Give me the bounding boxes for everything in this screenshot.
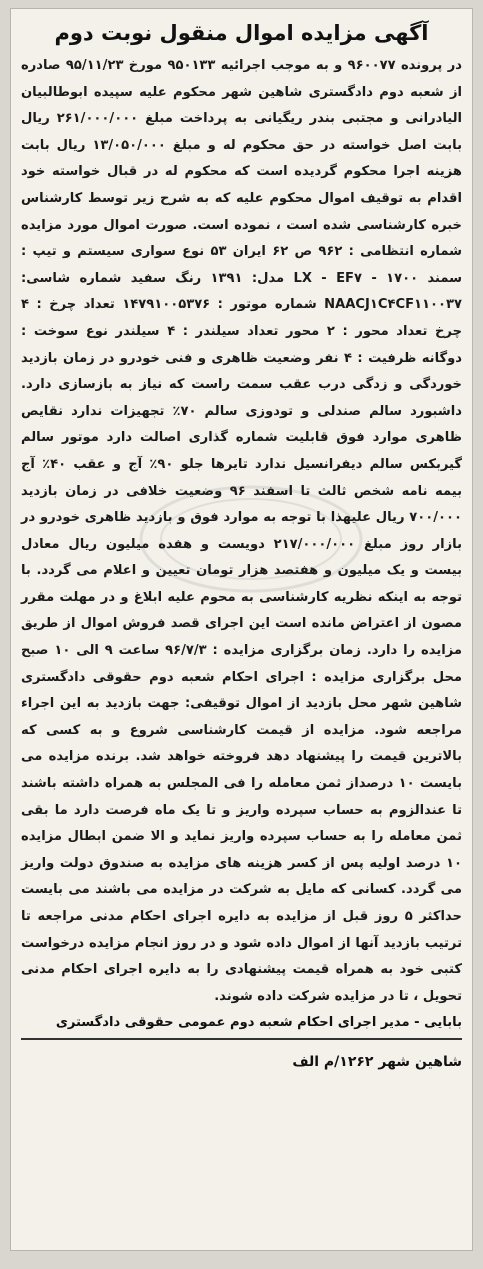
- notice-paragraph: در پرونده ۹۶۰۰۷۷ و به موجب اجرائیه ۹۵۰۱۳۳ مورخ ۹۵/۱۱/۲۳ صادره از شعبه دوم دادگستری شاهین شهر محکوم علیه سپیده ابوطالبیان الیادرانی و مجتبی بندر ریگیانی به پرداخت مبلغ ۲۶۱/۰۰۰/۰۰۰ ریال بابت اصل خواسته در حق محکوم له و مبلغ ۱۳/۰۵۰/۰۰۰ ریال بابت هزینه اجرا محکوم گردیده است که محکوم له در قبال خواسته خود اقدام به توقیف اموال محکوم علیه که به شرح زیر توسط کارشناس خبره کارشناسی شده است ، نموده است. صورت اموال مورد مزایده شماره انتظامی : ۹۶۲ ص ۶۲ ایران ۵۳ نوع سواری سیستم و تیپ : سمند LX - EF۷ - ۱۷۰۰ مدل: ۱۳۹۱ رنگ سفید شماره شاسی: NAACJ۱C۴CF۱۱۰۰۳۷ شماره موتور : ۱۴۷۹۱۰۰۵۳۷۶ تعداد چرخ : ۴ چرخ تعداد محور : ۲ محور تعداد سیلندر : ۴ سیلندر نوع سوخت : دوگانه ظرفیت : ۴ نفر وضعیت ظاهری و فنی خودرو در زمان بازدید خوردگی و زدگی درب عقب سمت راست که نیاز به بازسازی دارد. داشبورد سالم صندلی و تودوزی سالم ۷۰٪ تجهیزات ندارد نقایص ظاهری موارد فوق قابلیت شماره گذاری اصالت دارد موتور سالم گیربکس سالم دیفرانسیل ندارد تایرها جلو ۹۰٪ آج و عقب ۴۰٪ آج بیمه نامه شخص ثالث تا اسفند ۹۶ وضعیت خلافی در زمان بازدید ۷۰۰/۰۰۰ ریال علیهذا با توجه به موارد فوق و بازدید ظاهری خودرو در بازار روز مبلغ ۲۱۷/۰۰۰/۰۰۰ دویست و هفده میلیون ریال معادل بیست و یک میلیون و هفتصد هزار تومان تعیین و اعلام می گردد. با توجه به اینکه نظریه کارشناسی به محوم علیه ابلاغ و در مهلت مقرر مصون از اعتراض مانده است این اجرای قصد فروش اموال از طریق مزایده را دارد. زمان برگزاری مزایده : ۹۶/۷/۳ ساعت ۹ الی ۱۰ صبح محل برگزاری مزایده : اجرای احکام شعبه دوم حقوقی دادگستری شاهین شهر محل بازدید از اموال توقیفی: جهت بازدید به این اجراء مراجعه شود. مزایده از قیمت کارشناسی شروع و به کسی که بالاترین قیمت را پیشنهاد دهد فروخته خواهد شد. برنده مزایده می بایست ۱۰ درصداز ثمن معامله را فی المجلس به همراه داشته باشند تا عندالزوم به حساب سپرده واریز و تا یک ماه فرصت دارد ما بقی ثمن معامله را به حساب سپرده واریز نماید و الا ضمن ابطال مزایده ۱۰ درصد اولیه پس از کسر هزینه های مزایده به صندوق دولت واریز می گردد. کسانی که مایل به شرکت در مزایده می باشند می بایست حداکثر ۵ روز قبل از مزایده به دایره اجرای احکام مدنی مراجعه تا ترتیب بازدید آنها از اموال داده شود و در روز انجام مزایده درخواست کتبی خود به همراه قیمت پیشنهادی را به دایره اجرای احکام مدنی تحویل ، تا در مزایده شرکت داده شوند.: [21, 58, 463, 1004]
- notice-footer-reference: شاهین شهر ۱۲۶۲/م الف: [292, 1054, 462, 1071]
- notice-signature: بابایی - مدیر اجرای احکام شعبه دوم عمومی حقوقی دادگستری: [21, 1010, 462, 1040]
- notice-title: آگهی مزایده اموال منقول نوبت دوم: [54, 21, 429, 45]
- notice-body: [21, 53, 462, 1010]
- notice-page: [10, 8, 473, 1251]
